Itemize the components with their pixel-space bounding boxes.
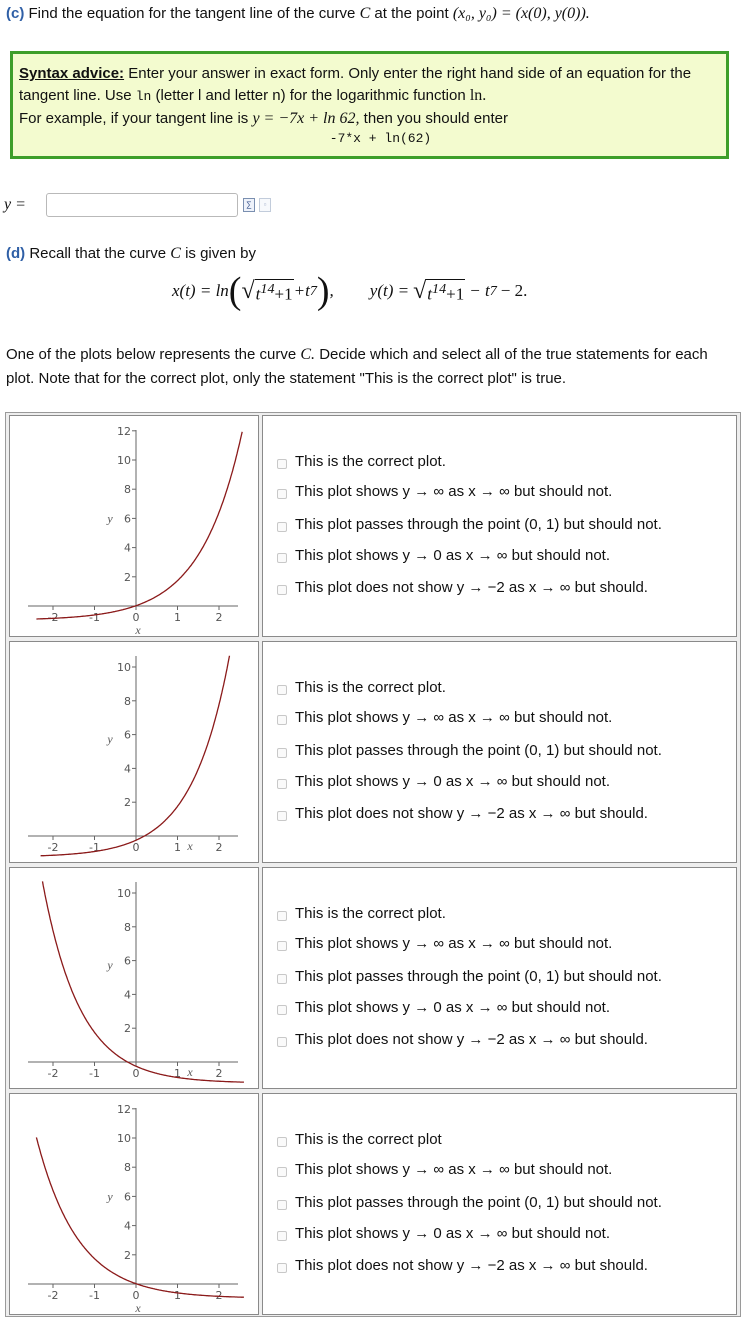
y-sqrt [413, 279, 465, 304]
syntax-advice-ln-code: ln [135, 89, 152, 104]
x-tick-label: -1 [89, 1067, 100, 1080]
y-tick-label: 10 [117, 1132, 131, 1145]
statement-text: This plot shows y → 0 as x → ∞ but should not. [295, 772, 610, 790]
x-tick-label: 1 [174, 1289, 181, 1302]
tangent-line-input[interactable] [46, 193, 238, 217]
statement-checkbox[interactable] [277, 553, 287, 563]
y-tick-label: 8 [124, 694, 131, 708]
equation-comma: , [329, 281, 334, 300]
y-tick-label: 4 [124, 541, 131, 555]
statement-checkbox[interactable] [277, 911, 287, 921]
statements-cell-1 [262, 415, 737, 637]
x-plus-term: +t [293, 281, 310, 300]
x-radicand-base: t [255, 284, 261, 304]
statement-checkbox[interactable] [277, 1231, 287, 1241]
statement-text: This plot does not show y → −2 as x → ∞ but should. [295, 804, 648, 822]
statement-checkbox[interactable] [277, 522, 287, 532]
preview-icon[interactable]: ▫ [259, 198, 271, 212]
x-axis-label: x [135, 623, 141, 636]
x-tick-label: 2 [215, 841, 223, 854]
parametric-equations [172, 266, 527, 316]
plot-svg-4 [10, 1094, 258, 1314]
y-axis-label: y [107, 958, 113, 973]
statement-text: This is the correct plot. [295, 452, 446, 470]
y-tick-label: 6 [124, 954, 131, 968]
y-tick-label: 10 [117, 454, 131, 467]
statement-option[interactable] [277, 996, 610, 1018]
statement-text: This plot passes through the point (0, 1) but should not. [295, 967, 662, 985]
equation-editor-icon[interactable]: ∑ [243, 198, 255, 212]
statement-text: This plot does not show y → −2 as x → ∞ but should. [295, 578, 648, 596]
statement-text: This plot shows y → 0 as x → ∞ but should not. [295, 1224, 610, 1242]
y-tick-label: 10 [117, 661, 131, 674]
statement-option[interactable] [277, 739, 662, 761]
y-axis-label: y [107, 732, 113, 747]
plots-table [5, 412, 741, 1317]
statement-text: This is the correct plot. [295, 678, 446, 696]
statement-option[interactable] [277, 706, 612, 728]
curve-path [41, 656, 230, 856]
plot-cell-3 [9, 867, 259, 1089]
y-radicand-base: t [427, 284, 433, 304]
x-plus-exp: 7 [309, 282, 317, 299]
y-tick-label: 6 [124, 728, 131, 742]
y-tick-label: 4 [124, 762, 131, 776]
statement-text: This plot shows y → 0 as x → ∞ but should not. [295, 546, 610, 564]
statement-option[interactable] [277, 544, 610, 566]
y-tick-label: 2 [124, 796, 131, 810]
x-tick-label: -2 [47, 1289, 59, 1302]
y-tick-label: 4 [124, 1219, 131, 1233]
x-tick-label: -1 [89, 611, 100, 624]
statement-checkbox[interactable] [277, 974, 287, 984]
x-tick-label: -2 [47, 1067, 59, 1080]
statements-cell-4 [262, 1093, 737, 1315]
statement-text: This plot shows y → ∞ as x → ∞ but should not. [295, 934, 613, 952]
statement-checkbox[interactable] [277, 585, 287, 595]
x-tick-label: 0 [132, 841, 140, 854]
x-tick-label: -1 [89, 1289, 100, 1302]
syntax-advice-line1: Enter your answer in exact form. Only enter the right hand side of an equation for the tangent line. Use [19, 65, 692, 104]
y-radicand [426, 279, 465, 304]
x-tick-label: 2 [215, 611, 223, 624]
x-equation-lhs: x(t) = ln [172, 281, 229, 300]
y-tick-label: 4 [124, 988, 131, 1002]
syntax-advice-line1b: (letter l and letter n) for the logarithmic function [155, 87, 466, 104]
statement-text: This plot shows y → ∞ as x → ∞ but should not. [295, 708, 613, 726]
statement-text: This is the correct plot [295, 1130, 442, 1148]
x-tick-label: 1 [174, 611, 181, 624]
y-tail: − 2. [500, 281, 528, 300]
statement-checkbox[interactable] [277, 1263, 287, 1273]
statement-text: This plot passes through the point (0, 1) but should not. [295, 1193, 662, 1211]
y-tick-label: 6 [124, 512, 131, 526]
statement-checkbox[interactable] [277, 779, 287, 789]
plot-cell-1 [9, 415, 259, 637]
y-tick-label: 12 [117, 1102, 131, 1116]
plot-svg-3 [10, 868, 258, 1088]
intro-curve: C. [300, 346, 316, 363]
x-tick-label: 1 [174, 841, 181, 854]
statement-text: This plot passes through the point (0, 1) but should not. [295, 741, 662, 759]
syntax-advice-title: Syntax advice: [19, 65, 125, 82]
y-equation-lhs: y(t) = [369, 281, 410, 300]
right-paren: ) [316, 270, 330, 312]
part-c-prompt [6, 5, 590, 23]
y-rest-exp: 7 [489, 282, 497, 299]
statement-text: This plot shows y → ∞ as x → ∞ but should not. [295, 1160, 613, 1178]
part-d-label: (d) [6, 245, 26, 262]
statement-checkbox[interactable] [277, 1167, 287, 1177]
statements-cell-2 [262, 641, 737, 863]
y-radical-sign: √ [413, 278, 427, 305]
statement-checkbox[interactable] [277, 1037, 287, 1047]
statement-text: This plot does not show y → −2 as x → ∞ but should. [295, 1030, 648, 1048]
statement-text: This is the correct plot. [295, 904, 446, 922]
intro-text2: Decide which and select all of the true statements for each plot. Note that for the correct plot, only the statement "This is the correct plot" is true. [6, 346, 708, 387]
y-radicand-exp: 14 [432, 280, 447, 297]
part-c-text: Find the equation for the tangent line of the curve [28, 5, 356, 22]
statement-checkbox[interactable] [277, 1137, 287, 1147]
statement-checkbox[interactable] [277, 941, 287, 951]
plots-intro [6, 343, 736, 390]
part-c-curve: C [359, 5, 371, 22]
x-tick-label: 2 [215, 1067, 223, 1080]
syntax-advice-line2b: then you should enter [363, 110, 508, 127]
syntax-advice-example-code: -7*x + ln(62) [329, 131, 432, 146]
statement-option[interactable] [277, 1128, 442, 1150]
curve-path [36, 432, 242, 619]
plot-row-2 [9, 641, 737, 863]
statement-checkbox[interactable] [277, 748, 287, 758]
statement-text: This plot does not show y → −2 as x → ∞ but should. [295, 1256, 648, 1274]
y-tick-label: 2 [124, 1022, 131, 1036]
plot-cell-2 [9, 641, 259, 863]
x-tick-label: 0 [132, 611, 140, 624]
y-tick-label: 2 [124, 570, 131, 584]
statement-option[interactable] [277, 932, 612, 954]
x-axis-label: x [187, 839, 193, 853]
statement-checkbox[interactable] [277, 1005, 287, 1015]
statement-text: This plot shows y → ∞ as x → ∞ but should not. [295, 482, 613, 500]
part-d-text: Recall that the curve [29, 245, 167, 262]
statement-checkbox[interactable] [277, 811, 287, 821]
statement-text: This plot shows y → 0 as x → ∞ but should not. [295, 998, 610, 1016]
x-radicand-rest: +1 [274, 284, 293, 304]
x-tick-label: -2 [47, 611, 59, 624]
answer-label: y = [4, 196, 26, 213]
x-tick-label: 0 [132, 1289, 140, 1302]
x-axis-label: x [135, 1301, 141, 1314]
part-c-label: (c) [6, 5, 25, 22]
statement-option[interactable] [277, 902, 446, 924]
left-paren: ( [228, 270, 242, 312]
y-radicand-rest: +1 [446, 284, 465, 304]
syntax-advice-ln-math: ln. [469, 87, 487, 104]
statement-option[interactable] [277, 1254, 648, 1276]
plot-cell-4 [9, 1093, 259, 1315]
x-tick-label: 2 [215, 1289, 223, 1302]
x-radical-sign: √ [241, 278, 255, 305]
x-sqrt [241, 279, 293, 304]
curve-path [43, 881, 244, 1082]
statement-checkbox[interactable] [277, 459, 287, 469]
part-c-text2: at the point [374, 5, 449, 22]
statement-option[interactable] [277, 1191, 662, 1213]
x-tick-label: -1 [89, 841, 100, 854]
statement-checkbox[interactable] [277, 1200, 287, 1210]
statement-text: This plot passes through the point (0, 1) but should not. [295, 515, 662, 533]
statements-cell-3 [262, 867, 737, 1089]
syntax-advice-example-eq: y = −7x + ln 62, [252, 110, 360, 127]
plot-row-4 [9, 1093, 737, 1315]
statement-option[interactable] [277, 513, 662, 535]
x-tick-label: 1 [174, 1067, 181, 1080]
y-axis-label: y [107, 511, 113, 526]
part-d-curve: C [170, 245, 181, 262]
plot-svg-2 [10, 642, 258, 862]
y-tick-label: 6 [124, 1190, 131, 1204]
part-d-prompt [6, 245, 256, 263]
x-tick-label: 0 [132, 1067, 140, 1080]
statement-option[interactable] [277, 450, 446, 472]
statement-option[interactable] [277, 1222, 610, 1244]
plot-row-3 [9, 867, 737, 1089]
statement-option[interactable] [277, 676, 446, 698]
statement-option[interactable] [277, 576, 648, 598]
x-axis-label: x [187, 1065, 193, 1079]
syntax-advice-box [10, 51, 729, 159]
plot-svg-1 [10, 416, 258, 636]
y-rest-term: − t [469, 281, 490, 300]
statement-option[interactable] [277, 1028, 648, 1050]
curve-path [36, 1137, 244, 1297]
part-d-text2: is given by [185, 245, 256, 262]
statement-option[interactable] [277, 802, 648, 824]
plot-row-1 [9, 415, 737, 637]
y-tick-label: 8 [124, 483, 131, 497]
y-tick-label: 8 [124, 1161, 131, 1175]
syntax-advice-line2: For example, if your tangent line is [19, 110, 249, 127]
statement-checkbox[interactable] [277, 685, 287, 695]
x-radicand [255, 279, 294, 304]
y-tick-label: 12 [117, 424, 131, 438]
statement-option[interactable] [277, 770, 610, 792]
part-c-point: (x₀, y₀) = (x(0), y(0)). [452, 5, 590, 22]
y-tick-label: 2 [124, 1248, 131, 1262]
statement-option[interactable] [277, 965, 662, 987]
statement-checkbox[interactable] [277, 715, 287, 725]
x-tick-label: -2 [47, 841, 59, 854]
y-tick-label: 10 [117, 887, 131, 900]
statement-option[interactable] [277, 1158, 612, 1180]
y-axis-label: y [107, 1189, 113, 1204]
statement-option[interactable] [277, 480, 612, 502]
intro-text1: One of the plots below represents the curve [6, 346, 297, 363]
y-tick-label: 8 [124, 920, 131, 934]
answer-row [4, 191, 271, 219]
statement-checkbox[interactable] [277, 489, 287, 499]
x-radicand-exp: 14 [260, 280, 275, 297]
